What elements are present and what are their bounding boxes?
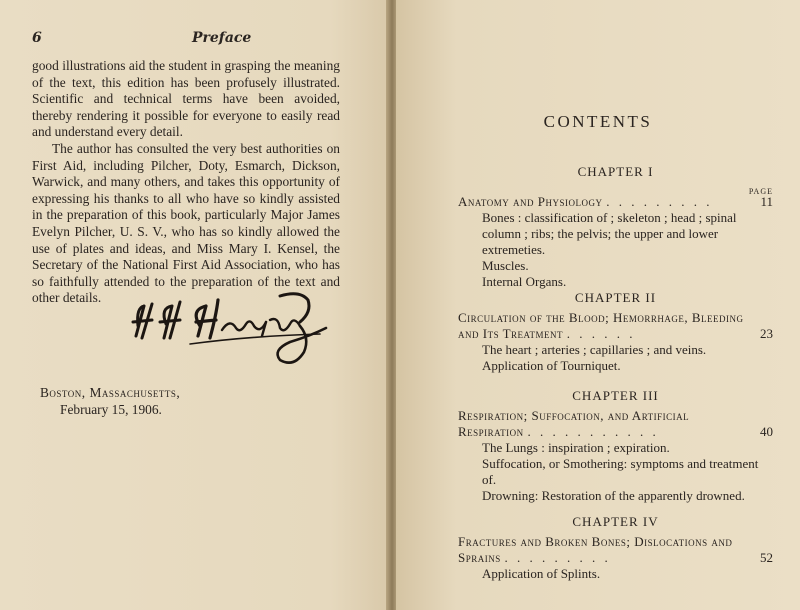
chapter-section [458,514,773,582]
chapter-item: Muscles. [482,258,529,273]
chapter-entry[interactable]: Anatomy and Physiology . . . . . . . . . 11 [458,194,773,209]
contents-title: CONTENTS [543,112,653,131]
running-head-title: Preface [192,30,252,46]
chapter-entry-title: Fractures and Broken Bones; Dislocations and Sprains [458,534,733,565]
chapter-heading: CHAPTER I [577,164,654,179]
chapter-item: The heart ; arteries ; capillaries ; and veins. [482,342,707,357]
closing-date: February 15, 1906. [60,402,162,417]
chapter-item: Application of Splints. [482,566,601,581]
running-head [32,30,352,48]
chapter-page-number: 52 [760,550,773,565]
closing-place: Boston, Massachusetts, [40,385,181,400]
chapter-entry-title: Circulation of the Blood; Hemorrhage, Bleeding and Its Treatment [458,310,744,341]
chapter-entry[interactable]: Circulation of the Blood; Hemorrhage, Bleeding and Its Treatment . . . . . . 23 [458,310,773,341]
chapter-page-number: 11 [760,194,773,209]
chapter-entry-title: Anatomy and Physiology [458,194,603,209]
preface-paragraph: The author has consulted the very best authorities on First Aid, including Pilcher, Doty, Esmarch, Dickson, Warwick, and many others, and takes this opportunity of expressing his thanks to all who have so kindly assisted in the preparation of this book, particularly Major James Evelyn Pilcher, U. S. V., who has so kindly allowed the use of plates and ideas, and Miss Mary I. Kensel, the Secretary of the National First Aid Association, who has so faithfully attended to the preparation of the text and other details. [32,140,340,306]
preface-text [32,58,340,307]
chapter-item: Bones : classification of ; skeleton ; head ; spinal column ; ribs; the pelvis; the upper and lower extremeties. [482,210,737,257]
chapter-page-number: 23 [760,326,773,341]
chapter-entry[interactable]: Fractures and Broken Bones; Dislocations and Sprains . . . . . . . . . 52 [458,534,773,565]
chapter-section [458,388,773,504]
chapter-item: The Lungs : inspiration ; expiration. [482,440,670,455]
chapter-item: Application of Tourniquet. [482,358,621,373]
chapter-heading: CHAPTER IV [572,514,659,529]
right-page [396,0,800,610]
chapter-section [458,290,773,374]
chapter-page-number: 40 [760,424,773,439]
left-page [0,0,388,610]
chapter-entry-title: Respiration; Suffocation, and Artificial Respiration [458,408,690,439]
closing-block [40,384,180,418]
chapter-heading: CHAPTER II [574,290,657,305]
chapter-item: Drowning: Restoration of the apparently drowned. [482,488,745,503]
chapter-heading: CHAPTER III [572,388,659,403]
chapter-entry[interactable]: Respiration; Suffocation, and Artificial Respiration . . . . . . . . . . . 40 [458,408,773,439]
page-column-label: PAGE [748,187,773,196]
chapter-section [458,164,773,290]
chapter-item: Suffocation, or Smothering: symptoms and treatment of. [482,456,759,487]
preface-paragraph: good illustrations aid the student in grasping the meaning of the text, this edition has been profusely illustrated. Scientific and technical terms have been avoided, thereby rendering it possible for everyone to easily read and understand every detail. [32,58,340,140]
author-signature [130,286,340,376]
page-number: 6 [32,30,42,46]
chapter-item: Internal Organs. [482,274,567,289]
